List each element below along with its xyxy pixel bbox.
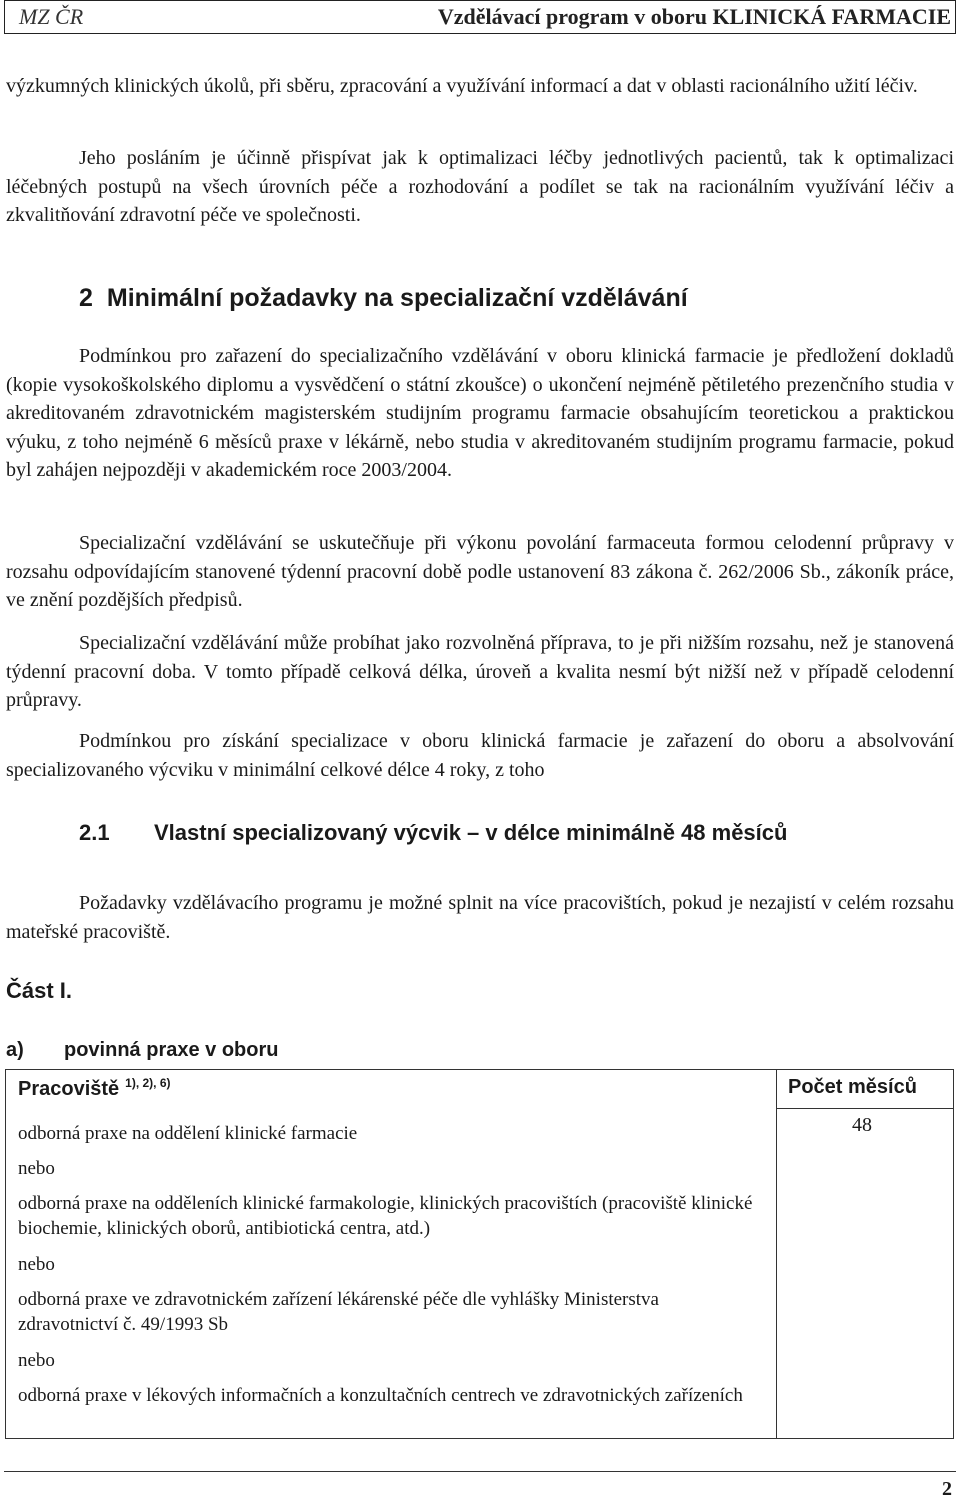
section-2-paragraph-3: Specializační vzdělávání může probíhat jako rozvolněná příprava, to je při nižším rozsahu, než je stanovená týdenní pracovní doba. V tomto případě celková délka, úroveň a kvalita nesmí být nižší než v případě celodenní průpravy. xyxy=(6,632,954,711)
table-row: nebo xyxy=(18,1158,55,1179)
table-header-line xyxy=(776,1108,953,1109)
table-row: odborná praxe v lékových informačních a konzultačních centrech ve zdravotnických zařízeních xyxy=(18,1385,743,1406)
practice-table xyxy=(5,1069,954,1439)
section-2-paragraph-4: Podmínkou pro získání specializace v oboru klinická farmacie je zařazení do oboru a absolvování specializovaného výcviku v minimální celkové délce 4 roky, z toho xyxy=(6,730,954,781)
table-header-workplace xyxy=(18,1076,171,1101)
section-2-title: Minimální požadavky na specializační vzdělávání xyxy=(106,284,688,312)
part-heading: Část I. xyxy=(6,978,73,1003)
table-header-footnotes: 1), 2), 6) xyxy=(125,1076,171,1090)
section-2-1-paragraph: Požadavky vzdělávacího programu je možné splnit na více pracovištích, pokud je nezajistí v celém rozsahu mateřské pracoviště. xyxy=(6,892,954,943)
table-header-workplace-label: Pracoviště xyxy=(18,1078,120,1100)
table-divider xyxy=(776,1108,777,1438)
table-months-value: 48 xyxy=(852,1114,872,1136)
table-row: odborná praxe na odděleních klinické farmakologie, klinických pracovištích (pracoviště klinické biochemie, klinických oborů, antibiotická centra, atd.) xyxy=(18,1193,753,1239)
intro-paragraph-2: Jeho posláním je účinně přispívat jak k optimalizaci léčby jednotlivých pacientů, tak k optimalizaci léčebných postupů na všech úrovních péče a rozhodování a podílet se tak na racionálním využívání léčiv a zkvalitňování zdravotní péče ve společnosti. xyxy=(6,147,954,226)
table-row: nebo xyxy=(18,1254,55,1275)
page-header xyxy=(4,0,956,34)
section-2-1-title: Vlastní specializovaný výcvik – v délce minimálně 48 měsíců xyxy=(154,820,788,845)
intro-paragraph-1: výzkumných klinických úkolů, při sběru, zpracování a využívání informací a dat v oblasti racionálního užití léčiv. xyxy=(6,75,918,97)
page-number: 2 xyxy=(942,1478,952,1500)
section-2-number: 2 xyxy=(79,284,93,312)
header-document-title: Vzdělávací program v oboru KLINICKÁ FARMACIE xyxy=(437,4,951,29)
table-divider xyxy=(776,1070,777,1108)
section-2-1-number: 2.1 xyxy=(79,820,110,845)
footer-rule xyxy=(4,1471,956,1472)
section-2-paragraph-1: Podmínkou pro zařazení do specializačního vzdělávání v oboru klinická farmacie je předložení dokladů (kopie vysokoškolského diplomu a vysvědčení o státní zkoušce) o ukončení nejméně pětiletého prezenčního studia v akreditovaném zdravotnickém magisterském studijním programu farmacie obsahujícím teoretickou a praktickou výuku, z toho nejméně 6 měsíců praxe v lékárně, nebo studia v akreditovaném studijním programu farmacie, pokud byl zahájen nejpozději v akademickém roce 2003/2004. xyxy=(6,345,954,481)
header-ministry: MZ ČR xyxy=(19,4,84,29)
section-2-paragraph-2: Specializační vzdělávání se uskutečňuje při výkonu povolání farmaceuta formou celodenní průpravy v rozsahu odpovídajícím stanovené týdenní pracovní době podle ustanovení 83 zákona č. 262/2006 Sb., zákoník práce, ve znění pozdějších předpisů. xyxy=(6,532,954,611)
subheading xyxy=(6,1039,278,1062)
subheading-label: a) xyxy=(6,1039,24,1061)
section-2-1-heading xyxy=(79,820,787,846)
section-2-heading xyxy=(79,284,688,313)
table-header-months: Počet měsíců xyxy=(788,1076,917,1098)
table-row: odborná praxe na oddělení klinické farmacie xyxy=(18,1123,358,1144)
table-row: odborná praxe ve zdravotnickém zařízení lékárenské péče dle vyhlášky Ministerstva zdravotnictví č. 49/1993 Sb xyxy=(18,1289,659,1335)
subheading-text: povinná praxe v oboru xyxy=(64,1039,279,1061)
table-row: nebo xyxy=(18,1350,55,1371)
